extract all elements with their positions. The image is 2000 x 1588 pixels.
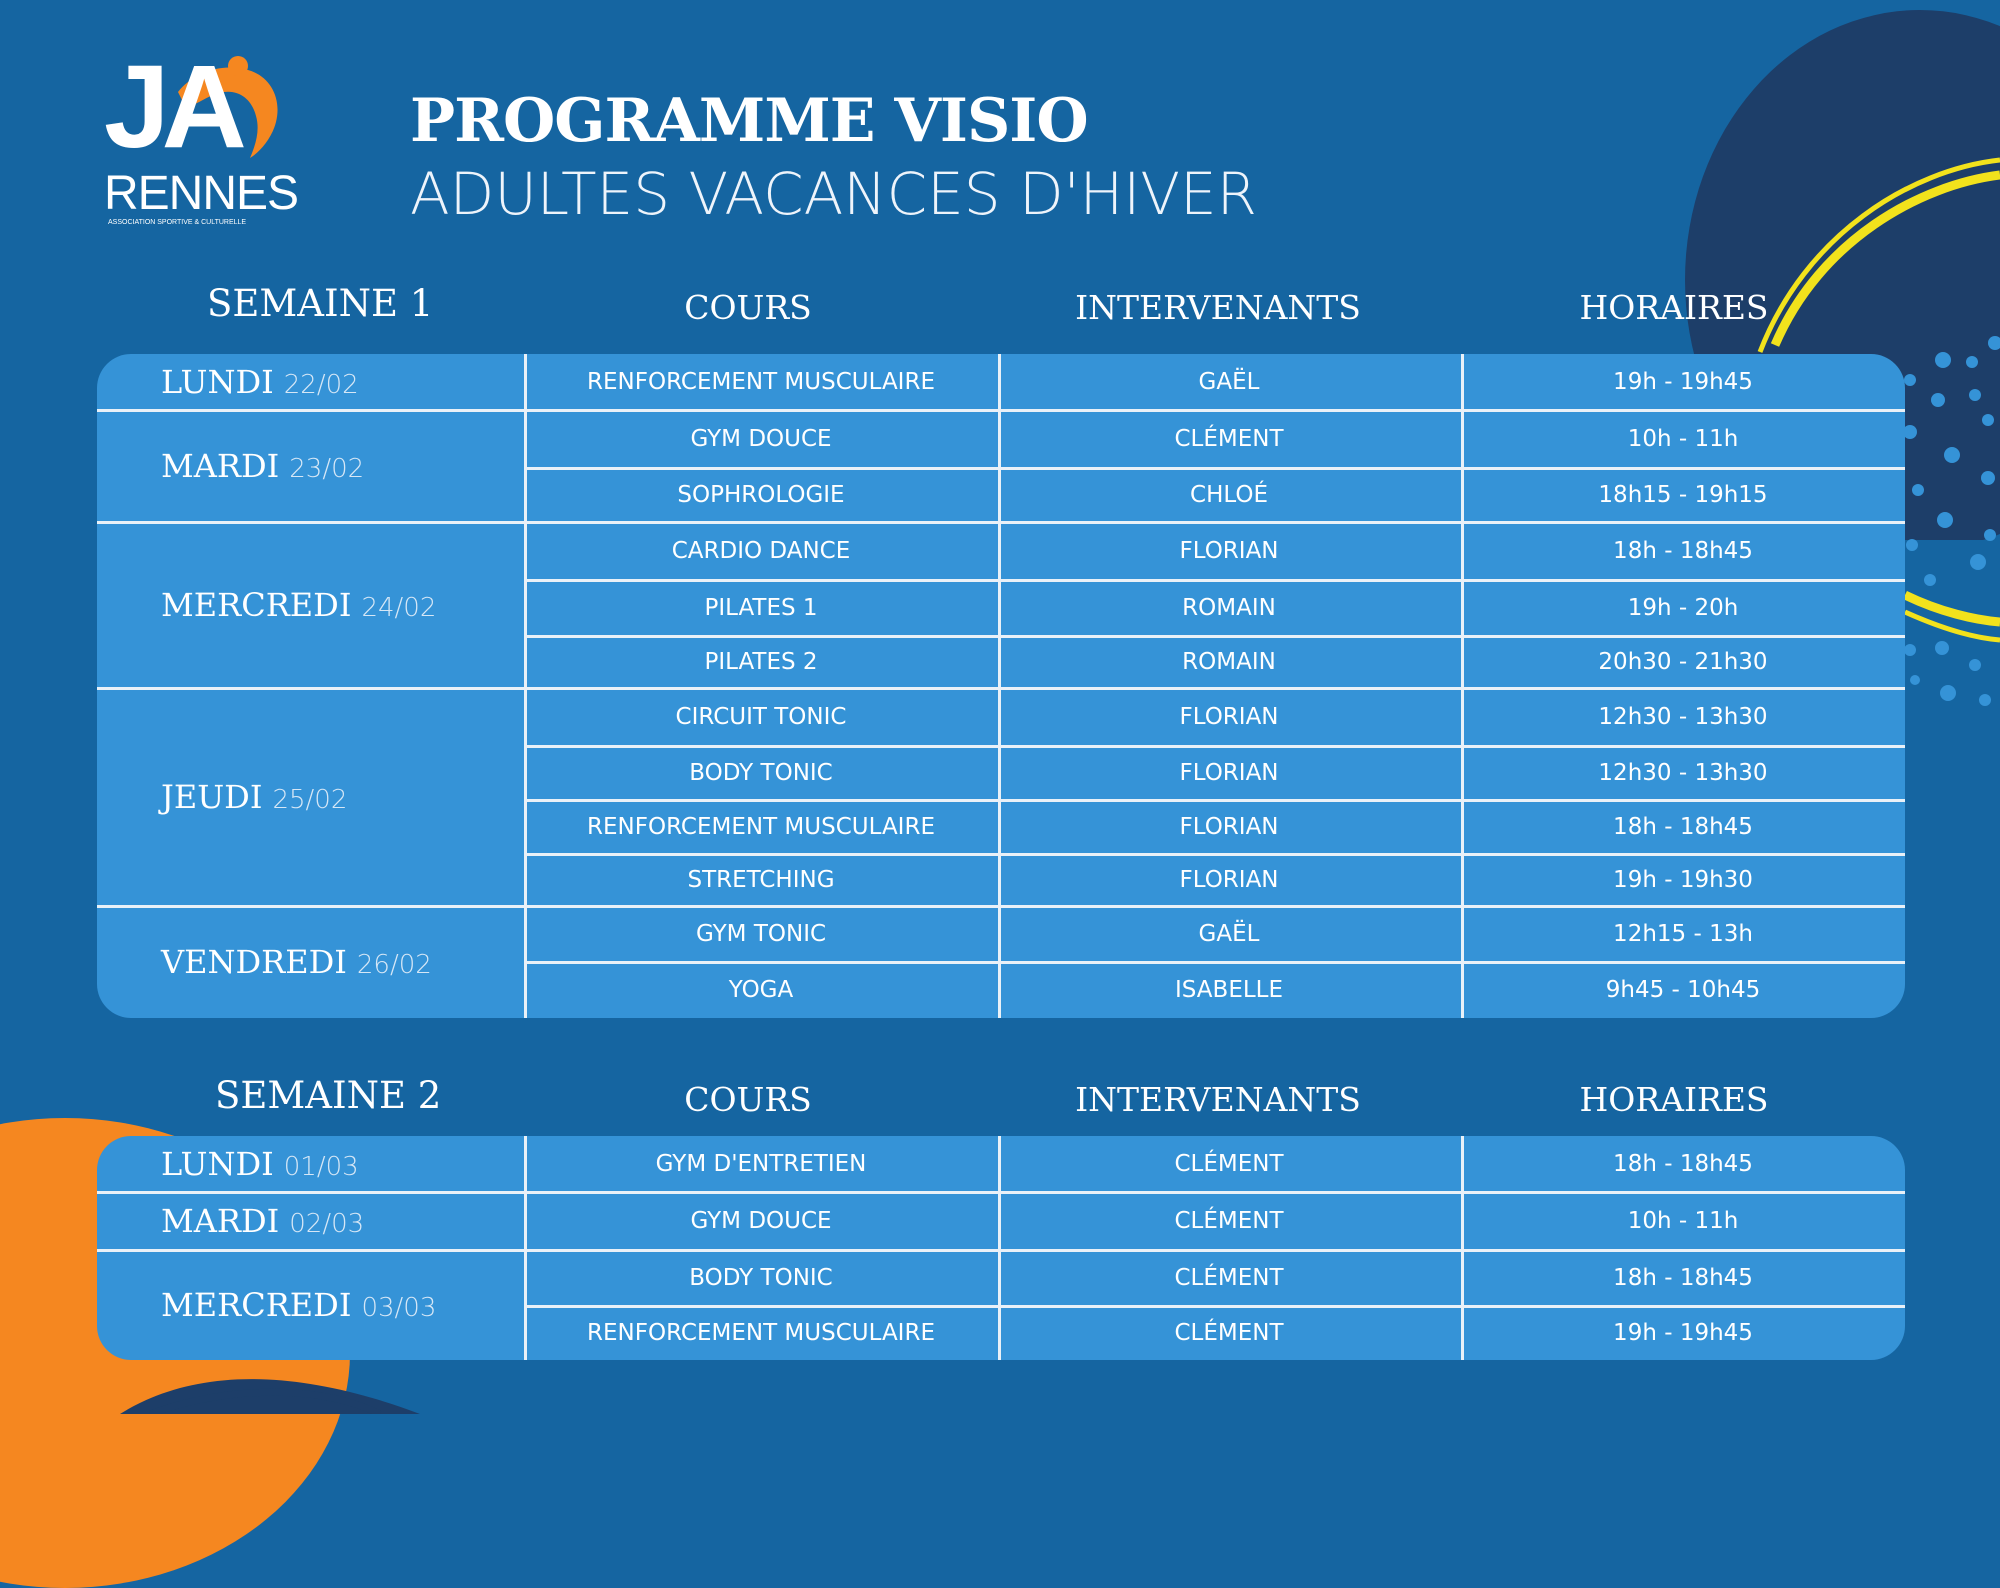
row-divider xyxy=(97,687,1905,690)
column-header-intervenants: INTERVENANTS xyxy=(1075,288,1361,327)
course-cell: RENFORCEMENT MUSCULAIRE xyxy=(587,814,935,840)
course-cell: CARDIO DANCE xyxy=(671,538,851,564)
course-cell: BODY TONIC xyxy=(689,1265,833,1291)
course-cell: PILATES 2 xyxy=(704,649,818,675)
instructor-cell: FLORIAN xyxy=(1179,704,1279,730)
course-cell: CIRCUIT TONIC xyxy=(675,704,847,730)
instructor-cell: FLORIAN xyxy=(1179,760,1279,786)
logo-letters: JA xyxy=(104,41,239,173)
course-cell: PILATES 1 xyxy=(704,595,818,621)
course-cell: GYM TONIC xyxy=(695,921,827,947)
week-label: SEMAINE 1 xyxy=(207,282,434,325)
day-date: 03/03 xyxy=(361,1293,437,1323)
time-cell: 10h - 11h xyxy=(1627,1208,1739,1234)
day-name: MARDI xyxy=(161,447,280,485)
instructor-cell: CLÉMENT xyxy=(1174,1320,1284,1346)
day-label xyxy=(161,363,359,401)
time-cell: 12h30 - 13h30 xyxy=(1598,704,1768,730)
day-name: LUNDI xyxy=(161,363,274,401)
course-cell: STRETCHING xyxy=(687,867,835,893)
row-divider xyxy=(524,635,1905,638)
course-cell: SOPHROLOGIE xyxy=(677,482,845,508)
page-title: PROGRAMME VISIO xyxy=(410,86,1088,156)
day-label xyxy=(161,943,432,981)
schedule-table-week-1 xyxy=(97,354,1905,1018)
instructor-cell: FLORIAN xyxy=(1179,538,1279,564)
week-label: SEMAINE 2 xyxy=(215,1074,442,1117)
day-label xyxy=(161,447,364,485)
column-header-horaires: HORAIRES xyxy=(1579,1080,1769,1119)
day-date: 01/03 xyxy=(283,1152,359,1182)
day-date: 26/02 xyxy=(356,950,432,980)
row-divider xyxy=(524,799,1905,802)
course-cell: BODY TONIC xyxy=(689,760,833,786)
yellow-arc-decoration xyxy=(1760,160,2000,352)
instructor-cell: ROMAIN xyxy=(1182,649,1276,675)
logo-tagline: ASSOCIATION SPORTIVE & CULTURELLE xyxy=(108,219,247,226)
course-cell: RENFORCEMENT MUSCULAIRE xyxy=(587,369,935,395)
time-cell: 18h - 18h45 xyxy=(1613,538,1753,564)
day-name: JEUDI xyxy=(161,778,263,816)
column-header-cours: COURS xyxy=(684,288,812,327)
column-header-intervenants: INTERVENANTS xyxy=(1075,1080,1361,1119)
row-divider xyxy=(97,521,1905,524)
day-label xyxy=(161,778,347,816)
logo-city: RENNES xyxy=(104,167,299,220)
time-cell: 19h - 19h45 xyxy=(1613,1320,1753,1346)
day-label xyxy=(161,1286,436,1324)
day-label xyxy=(161,586,436,624)
course-cell: YOGA xyxy=(728,977,794,1003)
time-cell: 10h - 11h xyxy=(1627,426,1739,452)
day-name: MERCREDI xyxy=(161,586,352,624)
day-date: 02/03 xyxy=(289,1209,365,1239)
day-name: VENDREDI xyxy=(161,943,347,981)
time-cell: 19h - 19h30 xyxy=(1613,867,1753,893)
row-divider xyxy=(524,853,1905,856)
day-label xyxy=(161,1202,364,1240)
time-cell: 19h - 20h xyxy=(1627,595,1739,621)
time-cell: 18h - 18h45 xyxy=(1613,1265,1753,1291)
instructor-cell: ROMAIN xyxy=(1182,595,1276,621)
time-cell: 18h - 18h45 xyxy=(1613,1151,1753,1177)
day-name: LUNDI xyxy=(161,1145,274,1183)
instructor-cell: GAËL xyxy=(1198,369,1260,395)
time-cell: 18h15 - 19h15 xyxy=(1598,482,1768,508)
course-cell: RENFORCEMENT MUSCULAIRE xyxy=(587,1320,935,1346)
row-divider xyxy=(524,745,1905,748)
row-divider xyxy=(97,1249,1905,1252)
dot-pattern-decoration xyxy=(1903,336,2000,706)
row-divider xyxy=(97,905,1905,908)
row-divider xyxy=(524,1305,1905,1308)
row-divider xyxy=(524,961,1905,964)
ja-rennes-logo xyxy=(100,41,299,238)
instructor-cell: GAËL xyxy=(1198,921,1260,947)
time-cell: 9h45 - 10h45 xyxy=(1605,977,1761,1003)
instructor-cell: CLÉMENT xyxy=(1174,1151,1284,1177)
time-cell: 12h15 - 13h xyxy=(1613,921,1753,947)
course-cell: GYM DOUCE xyxy=(690,426,832,452)
row-divider xyxy=(524,579,1905,582)
instructor-cell: FLORIAN xyxy=(1179,814,1279,840)
time-cell: 20h30 - 21h30 xyxy=(1598,649,1768,675)
time-cell: 12h30 - 13h30 xyxy=(1598,760,1768,786)
day-date: 22/02 xyxy=(283,370,359,400)
column-header-horaires: HORAIRES xyxy=(1579,288,1769,327)
instructor-cell: CLÉMENT xyxy=(1174,1208,1284,1234)
time-cell: 18h - 18h45 xyxy=(1613,814,1753,840)
row-divider xyxy=(524,467,1905,470)
column-header-cours: COURS xyxy=(684,1080,812,1119)
instructor-cell: CHLOÉ xyxy=(1190,482,1268,508)
instructor-cell: CLÉMENT xyxy=(1174,426,1284,452)
schedule-table-week-2 xyxy=(97,1136,1905,1360)
instructor-cell: CLÉMENT xyxy=(1174,1265,1284,1291)
course-cell: GYM DOUCE xyxy=(690,1208,832,1234)
day-date: 24/02 xyxy=(361,593,437,623)
time-cell: 19h - 19h45 xyxy=(1613,369,1753,395)
course-cell: GYM D'ENTRETIEN xyxy=(655,1151,867,1177)
day-name: MERCREDI xyxy=(161,1286,352,1324)
instructor-cell: FLORIAN xyxy=(1179,867,1279,893)
page-subtitle: ADULTES VACANCES D'HIVER xyxy=(410,160,1257,228)
instructor-cell: ISABELLE xyxy=(1174,977,1284,1003)
day-date: 23/02 xyxy=(289,454,365,484)
row-divider xyxy=(97,409,1905,412)
row-divider xyxy=(97,1191,1905,1194)
day-name: MARDI xyxy=(161,1202,280,1240)
day-label xyxy=(161,1145,359,1183)
day-date: 25/02 xyxy=(272,785,348,815)
